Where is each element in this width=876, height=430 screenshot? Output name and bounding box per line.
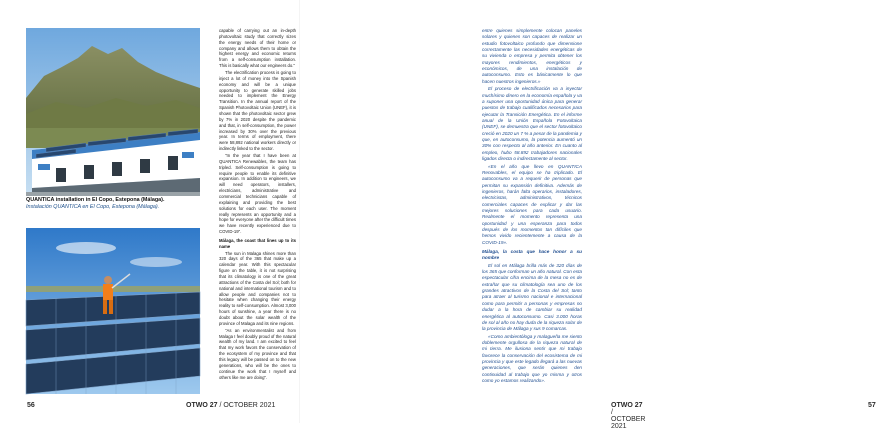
spanish-paragraph: «Como ambientóloga y malagueña me siento doblemente orgullosa de la riqueza natural de mi tierra. Me ilusiona sentir que mi trabajo favorece la conservación del ecosistema de mi provincia y que este legado llegará a las nuevas generaciones, que serán quienes den continuidad al trabajo que yo misma y otros como yo estamos realizando». xyxy=(482,333,582,384)
photo-caption xyxy=(26,197,204,211)
left-page-number: 56 xyxy=(27,402,35,409)
english-paragraph: The sun in Malaga shines more than 320 days of the 365 that make up a calendar year. With this spectacular figure on the table, it is not surprising that its climatology is one of the great attractions of the Costa del Sol; both for national and international tourism and to allow people and companies not to hesitate when changing their energy reality to self-consumption. Almost 3,000 hours of sunshine, a year there is no doubt about the solar wealth of the province of Malaga and its nine regions. xyxy=(219,250,296,326)
right-page-number: 57 xyxy=(868,402,876,409)
english-paragraph: "In the year that I have been at QUANTICA Renewables, the team has tripled. Self-consumption is going to require people to enable its definitive expansion. In addition to engineers, we will need operators, installers, electricians, administrative and commercial technicians capable of explaining and providing the best solutions for each user. The moment really represents an opportunity and a hope for everyone after the difficult times we have recently experienced due to COVID-19". xyxy=(219,153,296,235)
worker-solar-panels-photo xyxy=(26,228,200,394)
english-text-column xyxy=(219,28,296,382)
right-issue-date: / OCTOBER 2021 xyxy=(611,409,646,430)
right-magazine-name: OTWO 27 xyxy=(611,402,643,409)
english-paragraph: capable of carrying out an in-depth photovoltaic study that correctly sizes the energy needs of their home or company and allows them to obtain the highest energy and economic returns from a self-consumption installation. This is basically what our engineers do." xyxy=(219,28,296,69)
spanish-subheading: Málaga, la costa que hace honor a su nombre xyxy=(482,249,582,261)
left-magazine-name: OTWO 27 xyxy=(186,402,218,409)
left-issue-date: / OCTOBER 2021 xyxy=(217,402,276,409)
right-issue-line xyxy=(611,402,645,430)
left-page xyxy=(0,0,300,423)
english-subheading: Málaga, the coast that lines up to its name xyxy=(219,237,296,249)
english-paragraph: "As an environmentalist and from Malaga I feel doubly proud of the natural wealth of my land. I am excited to feel that my work favors the conservation of the ecosystem of my province and that this legacy will be passed on to the new generations, who will be the ones to continue the work that I myself and others like me are doing". xyxy=(219,327,296,380)
spanish-paragraph: «En el año que llevo en QUANTICA Renovables, el equipo se ha triplicado. El autoconsumo va a requerir de personas que permitan su expansión definitiva. Además de ingenieros, harán falta operarios, instaladores, electricistas, administrativos, técnicos comerciales capaces de explicar y dar las mejores soluciones para cada usuario. Realmente el momento representa una oportunidad y una esperanza para todos después de los momentos tan difíciles que hemos vivido recientemente a causa de la COVID-19». xyxy=(482,163,582,245)
spanish-paragraph: entre quienes simplemente colocan paneles solares y quienes son capaces de realizar un estudio fotovoltaico profundo que dimensione correctamente las necesidades energéticas de su vivienda o empresa y permita obtener los mayores rendimientos, energéticos y económicos, de una instalación de autoconsumo. Esto es básicamente lo que hacen nuestros ingenieros.» xyxy=(482,28,582,84)
caption-spanish: Instalación QUANTICA en El Copo, Estepona (Málaga). xyxy=(26,204,160,210)
english-paragraph: The electrification process is going to inject a lot of money into the Spanish economy and will be a unique opportunity to generate skilled jobs needed to implement the Energy Transition. In the annual report of the Spanish Photovoltaic Union (UNEF), it is shown that the photovoltaic sector grew by 7% in 2020 despite the pandemic and that, in self-consumption, the power increased by 30% over the previous year. In terms of employment, there were 58,892 national workers directly or indirectly linked to the sector. xyxy=(219,70,296,152)
spanish-text-column xyxy=(482,28,582,386)
spanish-paragraph: El sol en Málaga brilla más de 320 días de los 365 que conforman un año natural. Con esta espectacular cifra encima de la mesa no es de extrañar que su climatología sea uno de los grandes atractivos de la Costa del Sol; tanto para atraer al turismo nacional e internacional como para permitir a personas y empresas no dudar a la hora de cambiar su realidad energética al autoconsumo. Casi 3.000 horas de sol al año no hay duda de la riqueza solar de la provincia de Málaga y sus 9 comarcas. xyxy=(482,262,582,332)
left-issue-line xyxy=(186,402,275,409)
spanish-paragraph: El proceso de electrificación va a inyectar muchísimo dinero en la economía española y va a suponer una oportunidad única para generar puestos de trabajo cualificados necesarios para ejecutar la Transición Energética. En el informe anual de la Unión Española Fotovoltaica (UNEF), se demuestra que el sector fotovoltaico creció en 2020 un 7 % a pesar de la pandemia y que, en autoconsumo, la potencia aumentó un 30% con respecto al año anterior. En cuanto al empleo, hubo 58.892 trabajadores nacionales ligados directa o indirectamente al sector. xyxy=(482,86,582,162)
caption-english: QUANTICA installation in El Copo, Estepona (Málaga). xyxy=(26,197,165,203)
installation-photo xyxy=(26,28,200,196)
